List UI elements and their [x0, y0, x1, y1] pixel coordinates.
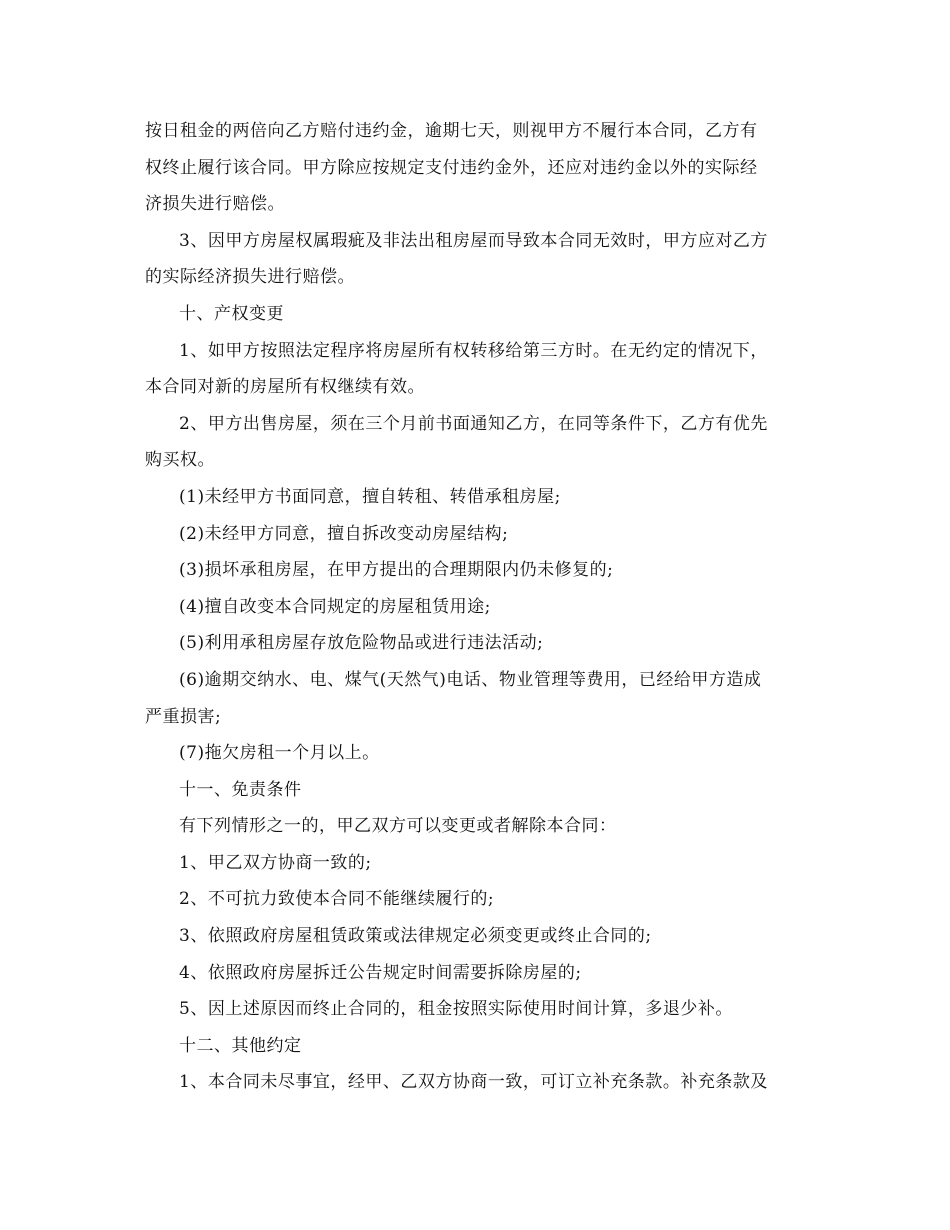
text-line: 的实际经济损失进行赔偿。: [145, 267, 355, 288]
text-line: 严重损害;: [145, 706, 222, 727]
text-line: 按日租金的两倍向乙方赔付违约金，逾期七天，则视甲方不履行本合同，乙方有: [145, 121, 758, 141]
text-line: 权终止履行该合同。甲方除应按规定支付违约金外，还应对违约金以外的实际经: [145, 157, 758, 178]
text-line: 2、甲方出售房屋，须在三个月前书面通知乙方，在同等条件下，乙方有优先: [179, 413, 768, 434]
text-line: (2)未经甲方同意，擅自拆改变动房屋结构;: [179, 523, 509, 544]
text-line: 2、不可抗力致使本合同不能继续履行的;: [179, 889, 495, 910]
text-line: (5)利用承租房屋存放危险物品或进行违法活动;: [179, 633, 544, 654]
text-line: 济损失进行赔偿。: [145, 194, 285, 215]
text-line: (6)逾期交纳水、电、煤气(天然气)电话、物业管理等费用，已经给甲方造成: [179, 669, 762, 690]
text-line: 3、依照政府房屋租赁政策或法律规定必须变更或终止合同的;: [179, 926, 652, 947]
text-line: 本合同对新的房屋所有权继续有效。: [145, 377, 425, 398]
text-line: 有下列情形之一的，甲乙双方可以变更或者解除本合同：: [179, 816, 617, 837]
document-body: [145, 113, 813, 1101]
text-line: (3)损坏承租房屋，在甲方提出的合理期限内仍未修复的;: [179, 560, 614, 581]
text-line: 十、产权变更: [179, 303, 284, 324]
text-line: 1、本合同未尽事宜，经甲、乙双方协商一致，可订立补充条款。补充条款及: [179, 1072, 768, 1093]
text-line: (7)拖欠房租一个月以上。: [179, 743, 380, 764]
text-line: 4、依照政府房屋拆迁公告规定时间需要拆除房屋的;: [179, 962, 582, 983]
text-line: (1)未经甲方书面同意，擅自转租、转借承租房屋;: [179, 486, 561, 507]
text-line: 十一、免责条件: [179, 779, 302, 800]
text-line: 1、甲乙双方协商一致的;: [179, 852, 372, 873]
text-line: 5、因上述原因而终止合同的，租金按照实际使用时间计算，多退少补。: [179, 999, 733, 1020]
text-line: 1、如甲方按照法定程序将房屋所有权转移给第三方时。在无约定的情况下，: [179, 340, 768, 361]
text-line: 购买权。: [145, 450, 215, 471]
text-line: 十二、其他约定: [179, 1035, 302, 1056]
text-line: 3、因甲方房屋权属瑕疵及非法出租房屋而导致本合同无效时，甲方应对乙方: [179, 230, 768, 251]
text-line: (4)擅自改变本合同规定的房屋租赁用途;: [179, 596, 491, 617]
